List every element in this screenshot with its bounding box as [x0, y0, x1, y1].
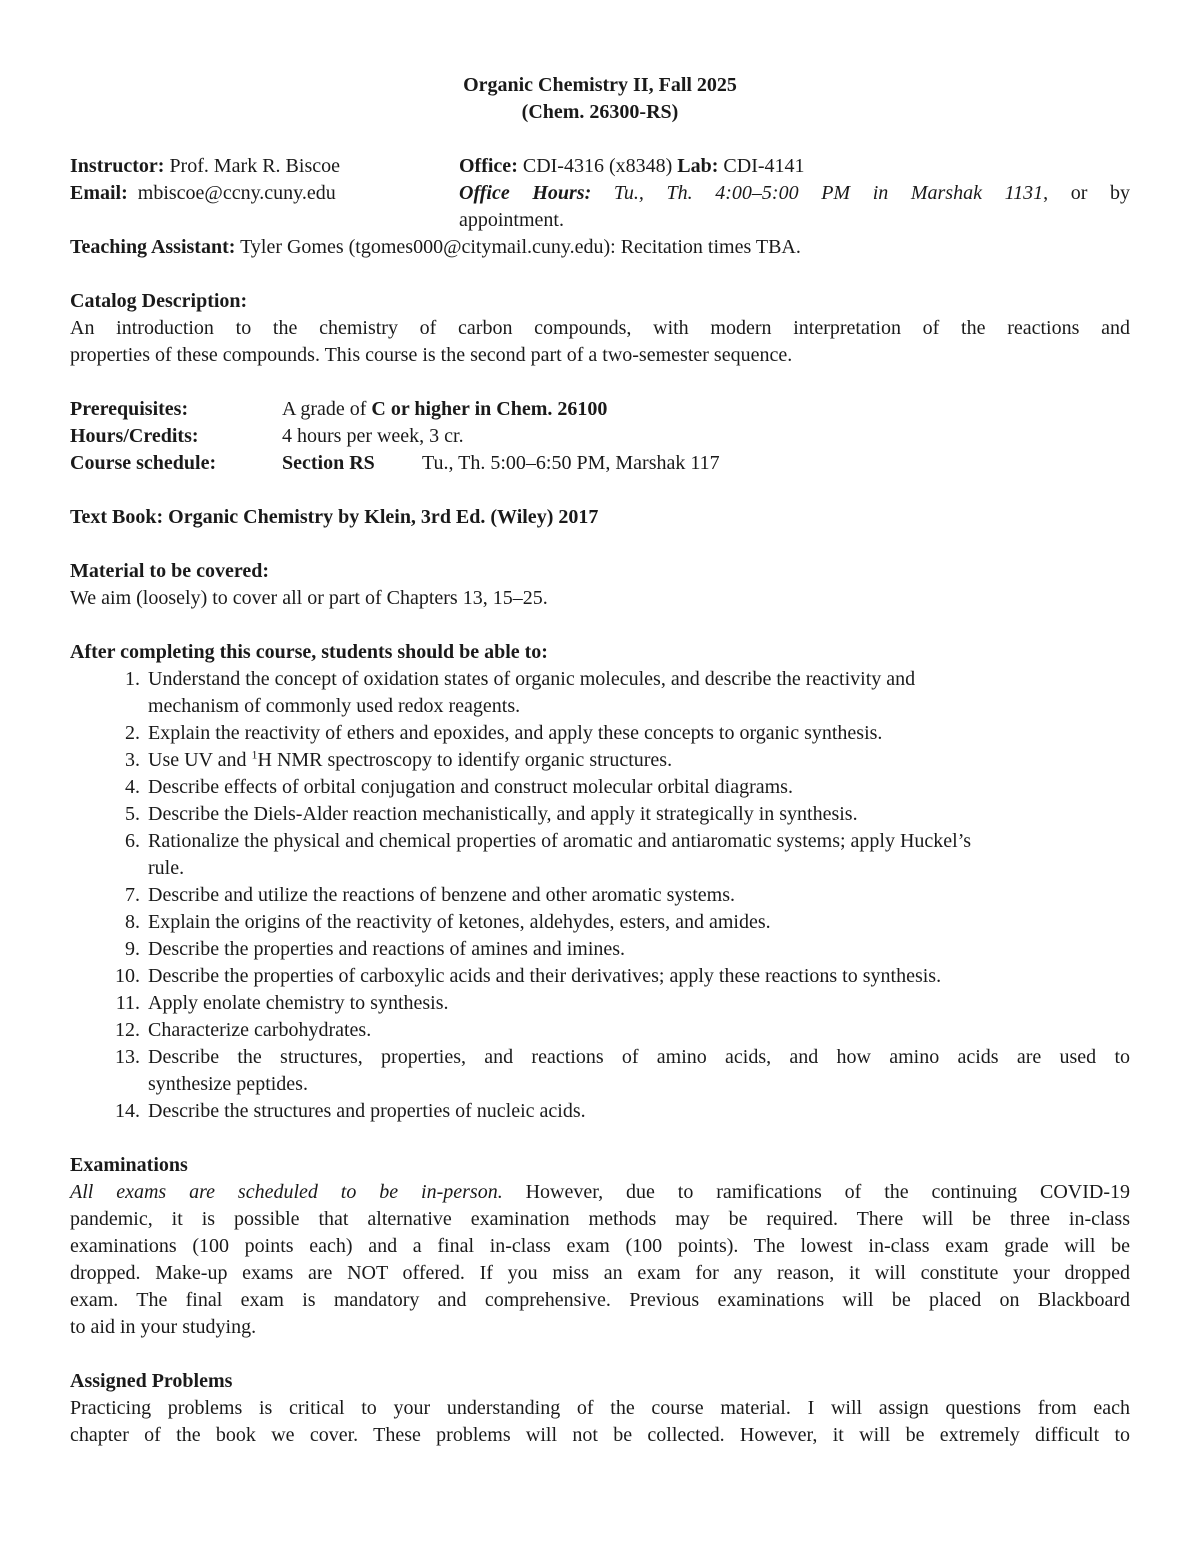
instructor-row	[70, 153, 1130, 180]
list-item	[70, 882, 1130, 909]
list-item	[70, 936, 1130, 963]
outcome-text-post: H NMR spectroscopy to identify organic structures.	[257, 749, 673, 771]
list-item	[70, 1044, 1130, 1098]
outcome-number: 4.	[125, 776, 140, 798]
outcome-text	[140, 1044, 1130, 1098]
schedule-value: Tu., Th. 5:00–6:50 PM, Marshak 117	[422, 452, 720, 474]
outcome-number: 3.	[125, 749, 140, 771]
course-code: (Chem. 26300-RS)	[521, 101, 679, 123]
catalog-line-2: properties of these compounds. This course is the second part of a two-semester sequence.	[70, 344, 793, 366]
exams-line-4: dropped. Make-up exams are NOT offered. If you miss an exam for any reason, it will constitute your dropped	[70, 1262, 1130, 1284]
outcome-line: synthesize peptides.	[148, 1073, 308, 1095]
exams-heading: Examinations	[70, 1154, 188, 1176]
office-hours-label: Office Hours:	[459, 182, 592, 204]
instructor-name: Prof. Mark R. Biscoe	[169, 155, 340, 177]
outcome-number: 1.	[125, 668, 140, 690]
email-label: Email:	[70, 182, 128, 204]
outcome-text: Characterize carbohydrates.	[148, 1019, 372, 1041]
outcome-text: Describe the properties and reactions of amines and imines.	[148, 938, 626, 960]
outcome-number: 13.	[115, 1046, 140, 1068]
list-item	[70, 1017, 1130, 1044]
office-hours-tail-2: appointment.	[459, 209, 564, 231]
list-item	[70, 666, 1130, 720]
list-item	[70, 747, 1130, 774]
outcome-text: Apply enolate chemistry to synthesis.	[148, 992, 449, 1014]
outcome-text	[140, 747, 1130, 774]
outcome-number: 2.	[125, 722, 140, 744]
outcome-text	[140, 666, 1130, 720]
outcome-line: mechanism of commonly used redox reagents.	[148, 695, 521, 717]
exams-line-2: pandemic, it is possible that alternative examination methods may be required. There will be three in-class	[70, 1208, 1130, 1230]
outcome-number: 12.	[115, 1019, 140, 1041]
office-hours-tail: , or by	[1043, 182, 1131, 204]
material-heading: Material to be covered:	[70, 560, 269, 582]
outcome-text: Explain the reactivity of ethers and epoxides, and apply these concepts to organic synthesis.	[148, 722, 883, 744]
ta-label: Teaching Assistant:	[70, 236, 236, 258]
exams-line-1-rest: However, due to ramifications of the continuing COVID-19	[502, 1181, 1130, 1203]
outcome-number: 5.	[125, 803, 140, 825]
exams-line-3: examinations (100 points each) and a final in-class exam (100 points). The lowest in-class exam grade will be	[70, 1235, 1130, 1257]
list-item	[70, 801, 1130, 828]
exams-line-5: exam. The final exam is mandatory and comprehensive. Previous examinations will be placed on Blackboard	[70, 1289, 1130, 1311]
catalog-heading: Catalog Description:	[70, 290, 248, 312]
outcome-number: 10.	[115, 965, 140, 987]
outcome-line: rule.	[148, 857, 185, 879]
schedule-section: Section RS	[282, 452, 375, 474]
outcome-line: Understand the concept of oxidation states of organic molecules, and describe the reactivity and	[148, 668, 916, 690]
exams-in-person-note: All exams are scheduled to be in-person.	[70, 1181, 503, 1203]
prerequisites-label: Prerequisites:	[70, 398, 189, 420]
outcome-line: Rationalize the physical and chemical properties of aromatic and antiaromatic systems; apply Huckel’s	[148, 830, 972, 852]
outcome-number: 6.	[125, 830, 140, 852]
hours-value: 4 hours per week, 3 cr.	[282, 425, 464, 447]
material-text: We aim (loosely) to cover all or part of Chapters 13, 15–25.	[70, 587, 548, 609]
list-item	[70, 828, 1130, 882]
outcome-text: Describe the Diels-Alder reaction mechanistically, and apply it strategically in synthesis.	[148, 803, 858, 825]
list-item	[70, 720, 1130, 747]
ta-value: Tyler Gomes (tgomes000@citymail.cuny.edu): Recitation times TBA.	[240, 236, 801, 258]
ta-row	[70, 234, 1130, 261]
list-item	[70, 963, 1130, 990]
office-hours-value: Tu., Th. 4:00–5:00 PM in Marshak 1131	[613, 182, 1044, 204]
schedule-row	[70, 450, 1130, 477]
outcome-text: Describe the structures and properties of nucleic acids.	[148, 1100, 586, 1122]
outcome-text: Describe the properties of carboxylic acids and their derivatives; apply these reactions to synthesis.	[148, 965, 942, 987]
exams-line-6: to aid in your studying.	[70, 1316, 257, 1338]
outcome-text: Describe effects of orbital conjugation and construct molecular orbital diagrams.	[148, 776, 793, 798]
problems-line-1: Practicing problems is critical to your understanding of the course material. I will assign questions from each	[70, 1397, 1130, 1419]
email-row	[70, 180, 1130, 234]
lab-label: Lab:	[677, 155, 719, 177]
textbook-title: Organic Chemistry by Klein, 3rd Ed. (Wiley) 2017	[168, 506, 599, 528]
office-label: Office:	[459, 155, 518, 177]
outcome-text: Explain the origins of the reactivity of ketones, aldehydes, esters, and amides.	[148, 911, 771, 933]
prerequisites-row	[70, 396, 1130, 423]
hours-label: Hours/Credits:	[70, 425, 199, 447]
outcome-line: Describe the structures, properties, and reactions of amino acids, and how amino acids are used to	[148, 1046, 1130, 1068]
syllabus-page	[70, 72, 1130, 1449]
outcome-number: 8.	[125, 911, 140, 933]
problems-line-2: chapter of the book we cover. These problems will not be collected. However, it will be extremely difficult to	[70, 1424, 1130, 1446]
outcome-text-pre: Use UV and	[148, 749, 252, 771]
prerequisites-text: A grade of	[282, 398, 372, 420]
list-item	[70, 909, 1130, 936]
outcome-number: 14.	[115, 1100, 140, 1122]
list-item	[70, 990, 1130, 1017]
course-title: Organic Chemistry II, Fall 2025	[463, 74, 737, 96]
hours-row	[70, 423, 1130, 450]
outcome-number: 7.	[125, 884, 140, 906]
problems-heading: Assigned Problems	[70, 1370, 233, 1392]
outcome-number: 11.	[115, 992, 140, 1014]
office-hours-line	[459, 180, 1130, 207]
outcome-number: 9.	[125, 938, 140, 960]
outcomes-heading: After completing this course, students should be able to:	[70, 641, 548, 663]
lab-value: CDI-4141	[723, 155, 805, 177]
outcomes-list	[70, 666, 1130, 1125]
office-value: CDI-4316 (x8348)	[522, 155, 673, 177]
exams-line-1	[70, 1179, 1130, 1206]
list-item	[70, 774, 1130, 801]
outcome-text: Describe and utilize the reactions of benzene and other aromatic systems.	[148, 884, 735, 906]
textbook-label: Text Book:	[70, 506, 164, 528]
catalog-line-1: An introduction to the chemistry of carbon compounds, with modern interpretation of the reactions and	[70, 317, 1130, 339]
outcome-text	[140, 828, 1130, 882]
prerequisites-course: C or higher in Chem. 26100	[371, 398, 608, 420]
list-item	[70, 1098, 1130, 1125]
superscript-one: 1	[251, 747, 258, 762]
instructor-label: Instructor:	[70, 155, 165, 177]
schedule-label: Course schedule:	[70, 452, 217, 474]
email-address[interactable]: mbiscoe@ccny.cuny.edu	[137, 182, 336, 204]
textbook-row	[70, 504, 1130, 531]
